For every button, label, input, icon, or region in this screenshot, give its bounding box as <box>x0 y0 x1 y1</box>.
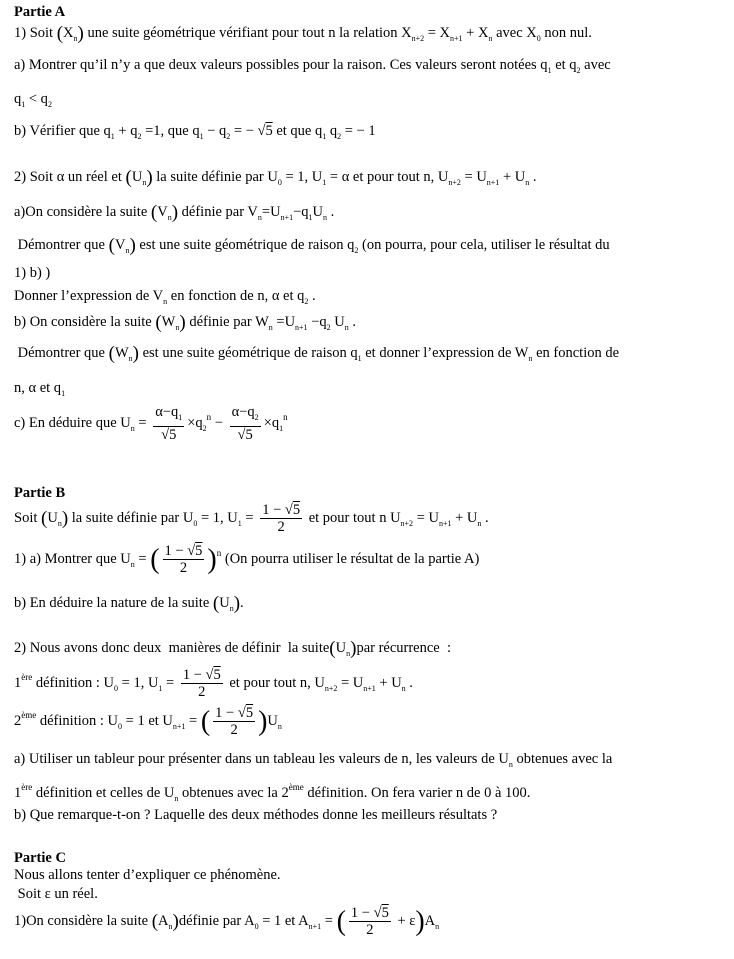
fraction: $\frac{1 - √5}{2}$ <box>350 905 389 938</box>
partA-line1: 1) Soit $(X_n)$ une suite géométrique vérifiant pour tout n la relation $X_{n+2} = X_{n+1} + X_n$ avec $X_0$ non nul. <box>14 23 592 44</box>
partA-line12: n, α et $q_1$ <box>14 380 66 398</box>
partC-title: Partie C <box>14 850 66 866</box>
partA-line9: Donner l’expression de $V_n$ en fonction de n, α et $q_2$ . <box>14 288 316 306</box>
partB-line7: a) Utiliser un tableur pour présenter dans un tableau les valeurs de n, les valeurs de $U_n$ obtenues avec la <box>14 751 613 769</box>
partA-line4: b) Vérifier que $q_1 + q_2 =1$, que $q_1 - q_2$ = − √5 et que $q_1$ $q_2$ = − 1 <box>14 123 376 141</box>
fraction: $\frac{1 - √5}{2}$ <box>215 705 254 738</box>
partA-line10: b) On considère la suite $(W_n)$ définie par $W_n =U_{n+1} -q_2$ $U_n$ . <box>14 312 356 333</box>
partB-line1: Soit $(U_n)$ la suite définie par $U_0 = 1$, $U_1$ = $\frac{1 - √5}{2}$ et pour tout n $U_{n+2} = U_{n+1} + U_n$ . <box>14 502 489 535</box>
fraction: $\frac{\alpha-q_2}{√5}$ <box>231 404 259 443</box>
partB-title: Partie B <box>14 485 66 501</box>
partB-line3: b) En déduire la nature de la suite $(U_n)$. <box>14 593 244 614</box>
partB-line4: 2) Nous avons donc deux manières de définir la $suite(U_n)par$ récurrence : <box>14 638 452 659</box>
partC-line2: Soit ε un réel. <box>14 886 98 902</box>
partA-line7: Démontrer que $(V_n)$ est une suite géométrique de raison $q_2$ (on pourra, pour cela, utiliser le résultat du <box>14 235 610 256</box>
partC-line1: Nous allons tenter d’expliquer ce phénomène. <box>14 867 281 883</box>
fraction: $\frac{1 - √5}{2}$ <box>262 502 301 535</box>
partA-line8: 1) b) ) <box>14 265 51 281</box>
partA-line3: $q_1 < q_2$ <box>14 91 52 109</box>
partA-line2: a) Montrer qu’il n’y a que deux valeurs possibles pour la raison. Ces valeurs seront notées $q_1$ et $q_2$ avec <box>14 57 611 75</box>
partC-line3: 1)On considère la suite $(A_n)définie$ par $A_0 = 1$ et $A_{n+1}$ = ( $\frac{1 - √5}{2}$ + $\varepsilon)A_n$ <box>14 905 440 938</box>
partB-line2: 1) a) Montrer que $U_n$ = ( $\frac{1 - √5}{2}$ )$^n$ (On pourra utiliser le résultat de la partie A) <box>14 543 480 576</box>
partB-line9: b) Que remarque-t-on ? Laquelle des deux méthodes donne les meilleurs résultats ? <box>14 807 498 823</box>
partA-line6: a)On considère la suite $(V_n)$ définie par $V_n=U_{n+1}-q_1U_n$ . <box>14 202 335 223</box>
partA-line13: c) En déduire que $U_n$ = $\frac{\alpha-q_1}{√5}$ $\times q_2^n$ − $\frac{\alpha-q_2}{√5}$ $\times q_1^n$ <box>14 404 288 443</box>
partB-line6: 2ème définition : $U_0 = 1$ et $U_{n+1}$ = ( $\frac{1 - √5}{2}$ )$U_n$ <box>14 705 282 738</box>
partB-line8: 1ère définition et celles de $U_n$ obtenues avec la 2ème définition. On fera varier n de 0 à 100. <box>14 782 531 803</box>
fraction: $\frac{1 - √5}{2}$ <box>164 543 203 576</box>
fraction: $\frac{\alpha-q_1}{√5}$ <box>155 404 183 443</box>
partA-line11: Démontrer que $(W_n)$ est une suite géométrique de raison $q_1$ et donner l’expression de $W_n$ en fonction de <box>14 343 620 364</box>
partB-line5: 1ère définition : $U_0 = 1$, $U_1$ = $\frac{1 - √5}{2}$ et pour tout n, $U_{n+2} = U_{n+1} + U_n$ . <box>14 667 413 700</box>
partA-line5: 2) Soit α un réel et $(U_n)$ la suite définie par $U_0 = 1$, $U_1 = \alpha$ et pour tout n, $U_{n+2} = U_{n+1} + U_n$ . <box>14 167 537 188</box>
fraction: $\frac{1 - √5}{2}$ <box>182 667 221 700</box>
partA-title: Partie A <box>14 4 66 20</box>
